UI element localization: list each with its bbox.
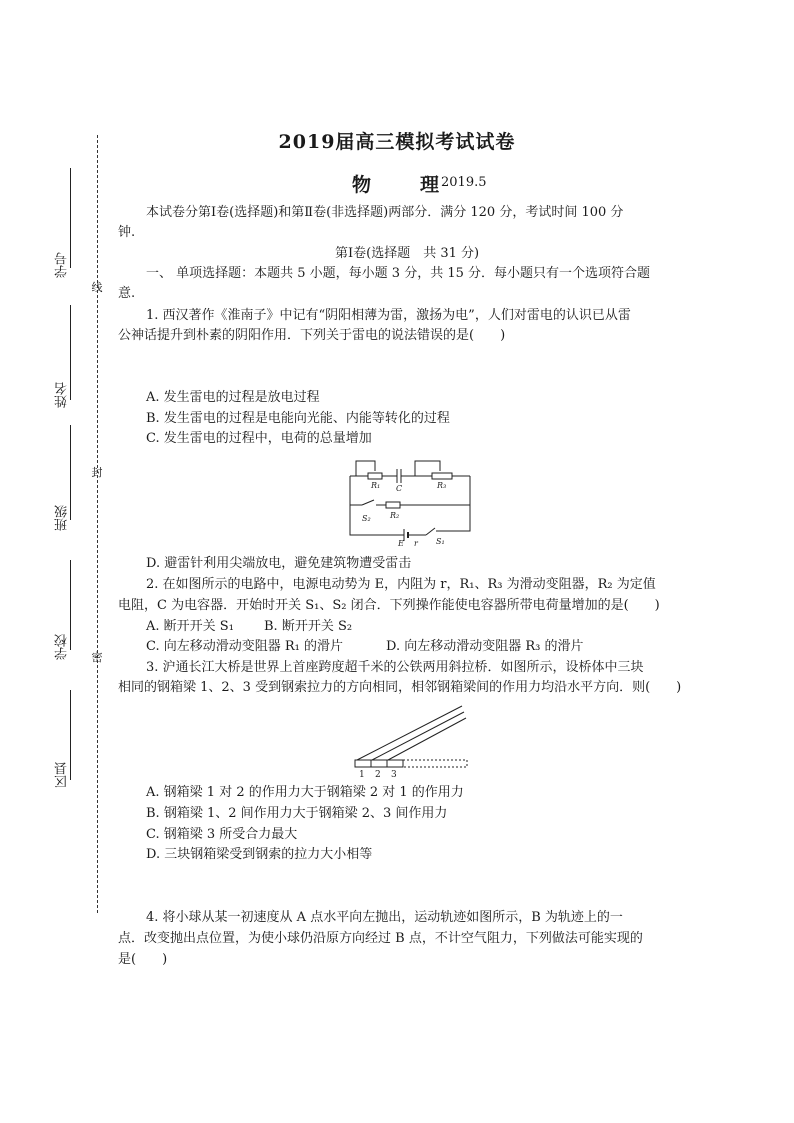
q2-option-d: D. 向左移动滑动变阻器 R₃ 的滑片 <box>386 639 584 654</box>
binding-dashed-line <box>97 135 98 913</box>
q4-stem-line-3: 是( ) <box>118 952 168 967</box>
label-c: C <box>396 484 403 493</box>
section-heading-2: 意. <box>118 286 136 301</box>
beam-2-label: 2 <box>375 770 381 780</box>
intro-line-2: 钟. <box>118 225 136 240</box>
bridge-diagram <box>350 700 470 780</box>
label-r3: R₃ <box>437 481 447 490</box>
label-s2: S₂ <box>362 514 371 523</box>
q3-option-c: C. 钢箱梁 3 所受合力最大 <box>146 827 298 842</box>
q1-option-b: B. 发生雷电的过程是电能向光能、内能等转化的过程 <box>146 411 450 426</box>
subject-char-1: 物 <box>352 174 372 196</box>
q1-option-c: C. 发生雷电的过程中，电荷的总量增加 <box>146 431 372 446</box>
section-heading-1: 一、 单项选择题：本题共 5 小题，每小题 3 分，共 15 分．每小题只有一个选项符合题 <box>146 266 651 281</box>
q3-option-a: A. 钢箱梁 1 对 2 的作用力大于钢箱梁 2 对 1 的作用力 <box>146 785 464 800</box>
district-label: 区县 <box>55 762 70 788</box>
q1-stem-line-2: 公神话提升到朴素的阴阳作用．下列关于雷电的说法错误的是( ) <box>118 328 506 343</box>
q4-stem-line-2: 点．改变抛出点位置，为使小球仍沿原方向经过 B 点，不计空气阻力，下列做法可能实现的 <box>118 931 643 946</box>
class-label: 班级 <box>55 505 70 531</box>
name-label: 姓名 <box>55 382 70 408</box>
q2-option-a: A. 断开开关 S₁ <box>146 619 234 634</box>
q1-stem-line-1: 1. 西汉著作《淮南子》中记有“阴阳相薄为雷，激扬为电”，人们对雷电的认识已从雷 <box>146 308 631 323</box>
label-e: E <box>398 539 404 547</box>
q3-stem-line-2: 相同的钢箱梁 1、2、3 受到钢索拉力的方向相同，相邻钢箱梁间的作用力均沿水平方向．则( ) <box>118 680 682 695</box>
label-r: r <box>414 539 418 547</box>
q2-option-b: B. 断开开关 S₂ <box>264 619 353 634</box>
subject-char-2: 理 <box>420 174 440 196</box>
student-id-label: 学号 <box>55 252 70 278</box>
cut-mark-line: 线 <box>91 281 103 294</box>
cut-mark-secret: 密 <box>91 651 103 664</box>
school-label: 学校 <box>55 634 70 660</box>
q4-stem-line-1: 4. 将小球从某一初速度从 A 点水平向左抛出，运动轨迹如图所示，B 为轨迹上的一 <box>146 910 623 925</box>
q1-option-d: D. 避雷针利用尖端放电，避免建筑物遭受雷击 <box>146 556 412 571</box>
intro-line-1: 本试卷分第Ⅰ卷(选择题)和第Ⅱ卷(非选择题)两部分．满分 120 分，考试时间 100 分 <box>146 205 624 220</box>
q3-option-b: B. 钢箱梁 1、2 间作用力大于钢箱梁 2、3 间作用力 <box>146 806 448 821</box>
q2-stem-line-2: 电阻，C 为电容器．开始时开关 S₁、S₂ 闭合．下列操作能使电容器所带电荷量增加的是( ) <box>118 598 660 613</box>
exam-date: 2019.5 <box>441 175 487 190</box>
q3-stem-line-1: 3. 沪通长江大桥是世界上首座跨度超千米的公铁两用斜拉桥．如图所示，设桥体中三块 <box>146 660 644 675</box>
label-r2: R₂ <box>390 511 400 520</box>
beam-3-label: 3 <box>391 770 397 780</box>
q2-option-c: C. 向左移动滑动变阻器 R₁ 的滑片 <box>146 639 344 654</box>
label-s1: S₁ <box>436 537 445 546</box>
circuit-diagram <box>340 455 480 547</box>
beam-1-label: 1 <box>359 770 365 780</box>
exam-title: 2019届高三模拟考试试卷 <box>278 131 516 153</box>
cut-mark-seal: 封 <box>91 466 103 479</box>
q1-option-a: A. 发生雷电的过程是放电过程 <box>146 390 320 405</box>
q2-stem-line-1: 2. 在如图所示的电路中，电源电动势为 E，内阻为 r，R₁、R₃ 为滑动变阻器，R₂ 为定值 <box>146 577 656 592</box>
part-heading: 第Ⅰ卷(选择题 共 31 分) <box>335 246 480 261</box>
label-r1: R₁ <box>371 481 381 490</box>
q3-option-d: D. 三块钢箱梁受到钢索的拉力大小相等 <box>146 847 373 862</box>
